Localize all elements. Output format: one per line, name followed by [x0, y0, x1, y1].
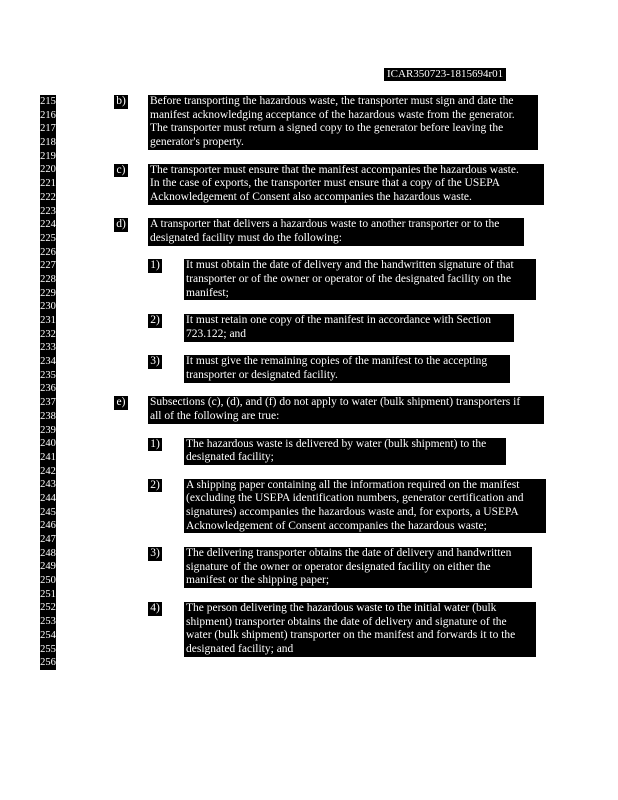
text-line: shipment) transporter obtains the date of delivery and signature of the	[186, 615, 507, 628]
text-line: transporter or of the owner or operator of the designated facility on the	[186, 273, 512, 286]
line-number: 236	[40, 383, 56, 395]
line-number: 219	[40, 150, 56, 162]
paragraph-text	[148, 396, 544, 423]
paragraph-marker: 2)	[148, 314, 162, 328]
line-number: 220	[40, 164, 56, 176]
text-line: 723.122; and	[186, 327, 247, 340]
text-line: water (bulk shipment) transporter on the manifest and forwards it to the	[186, 629, 516, 642]
text-line: It must give the remaining copies of the manifest to the accepting	[186, 355, 488, 368]
paragraph-text	[184, 355, 510, 382]
paragraph-marker: c)	[114, 164, 128, 178]
line-number: 218	[40, 137, 56, 149]
line-number: 215	[40, 96, 56, 107]
line-number: 246	[40, 520, 56, 532]
line-number: 251	[40, 588, 56, 600]
line-number: 223	[40, 205, 56, 217]
text-line: transporter or designated facility.	[186, 368, 338, 381]
line-number: 231	[40, 315, 56, 326]
text-line: Subsections (c), (d), and (f) do not apply to water (bulk shipment) transporters if	[150, 396, 521, 409]
line-number: 255	[40, 643, 56, 655]
text-line: The person delivering the hazardous waste to the initial water (bulk	[186, 601, 497, 614]
text-line: manifest or the shipping paper;	[186, 574, 330, 587]
paragraph-text	[148, 218, 524, 245]
line-number: 224	[40, 219, 56, 231]
text-line: The delivering transporter obtains the date of delivery and handwritten	[186, 547, 512, 560]
paragraph-marker: 3)	[148, 547, 162, 561]
text-line: (excluding the USEPA identification numbers, generator certification and	[186, 492, 524, 505]
line-number: 230	[40, 301, 56, 313]
line-number: 221	[40, 178, 56, 190]
line-number: 237	[40, 397, 56, 409]
text-line: Acknowledgement of Consent also accompanies the hazardous waste.	[150, 190, 472, 203]
text-line: signature of the owner or operator designated facility on either the	[186, 560, 491, 573]
text-line: designated facility;	[186, 451, 274, 464]
paragraph-marker: 2)	[148, 479, 162, 493]
paragraph-marker: 3)	[148, 355, 162, 369]
paragraph-text	[184, 438, 506, 465]
line-number: 240	[40, 438, 56, 450]
text-line: It must retain one copy of the manifest in accordance with Section	[186, 314, 491, 327]
line-number: 225	[40, 232, 56, 244]
paragraph-text	[184, 259, 536, 300]
paragraph-marker: 4)	[148, 602, 162, 616]
paragraph-marker: 1)	[148, 438, 162, 452]
text-line: In the case of exports, the transporter must ensure that a copy of the USEPA	[150, 177, 500, 190]
paragraph-marker: d)	[114, 218, 128, 232]
line-number: 254	[40, 629, 56, 641]
line-number: 241	[40, 451, 56, 463]
line-number: 229	[40, 287, 56, 299]
text-line: Before transporting the hazardous waste, the transporter must sign and date the	[150, 95, 514, 107]
paragraph-text	[184, 547, 532, 588]
line-number: 226	[40, 246, 56, 258]
text-line: The hazardous waste is delivered by water (bulk shipment) to the	[186, 437, 487, 450]
line-number-column	[40, 95, 56, 670]
line-number: 234	[40, 356, 56, 368]
text-line: Acknowledgement of Consent accompanies the hazardous waste;	[186, 519, 487, 532]
line-number: 233	[40, 342, 56, 354]
line-number: 249	[40, 561, 56, 573]
line-number: 247	[40, 534, 56, 545]
text-line: The transporter must ensure that the manifest accompanies the hazardous waste.	[150, 163, 519, 176]
line-number: 253	[40, 616, 56, 628]
line-number: 227	[40, 260, 56, 272]
paragraph-text	[148, 95, 538, 150]
line-number: 235	[40, 369, 56, 381]
paragraph-text	[184, 602, 536, 657]
text-line: A shipping paper containing all the information required on the manifest	[186, 478, 520, 491]
paragraph-marker: e)	[114, 396, 128, 410]
text-line: generator's property.	[150, 136, 244, 149]
paragraph-text	[184, 479, 546, 534]
line-number: 239	[40, 424, 56, 436]
text-line: manifest acknowledging acceptance of the hazardous waste from the generator.	[150, 108, 515, 121]
line-number: 245	[40, 506, 56, 518]
line-number: 242	[40, 465, 56, 477]
line-number: 228	[40, 273, 56, 285]
text-line: manifest;	[186, 286, 229, 299]
document-id: ICAR350723-1815694r01	[384, 68, 506, 81]
paragraph-text	[184, 314, 514, 341]
text-line: all of the following are true:	[150, 410, 280, 423]
line-number: 222	[40, 191, 56, 203]
text-line: It must obtain the date of delivery and the handwritten signature of that	[186, 259, 514, 272]
paragraph-marker: b)	[114, 95, 128, 109]
line-number: 256	[40, 657, 56, 669]
text-line: designated facility; and	[186, 642, 294, 655]
line-number: 232	[40, 328, 56, 340]
text-line: designated facility must do the following:	[150, 231, 342, 244]
line-number: 252	[40, 602, 56, 614]
paragraph-marker: 1)	[148, 259, 162, 273]
line-number: 248	[40, 547, 56, 559]
line-number: 217	[40, 123, 56, 135]
line-number: 250	[40, 575, 56, 587]
text-line: A transporter that delivers a hazardous waste to another transporter or to the	[150, 218, 500, 231]
text-line: signatures) accompanies the hazardous waste and, for exports, a USEPA	[186, 505, 519, 518]
paragraph-text	[148, 164, 544, 205]
line-number: 243	[40, 479, 56, 491]
line-number: 238	[40, 410, 56, 422]
line-number: 216	[40, 109, 56, 121]
line-number: 244	[40, 492, 56, 504]
text-line: The transporter must return a signed copy to the generator before leaving the	[150, 122, 504, 135]
